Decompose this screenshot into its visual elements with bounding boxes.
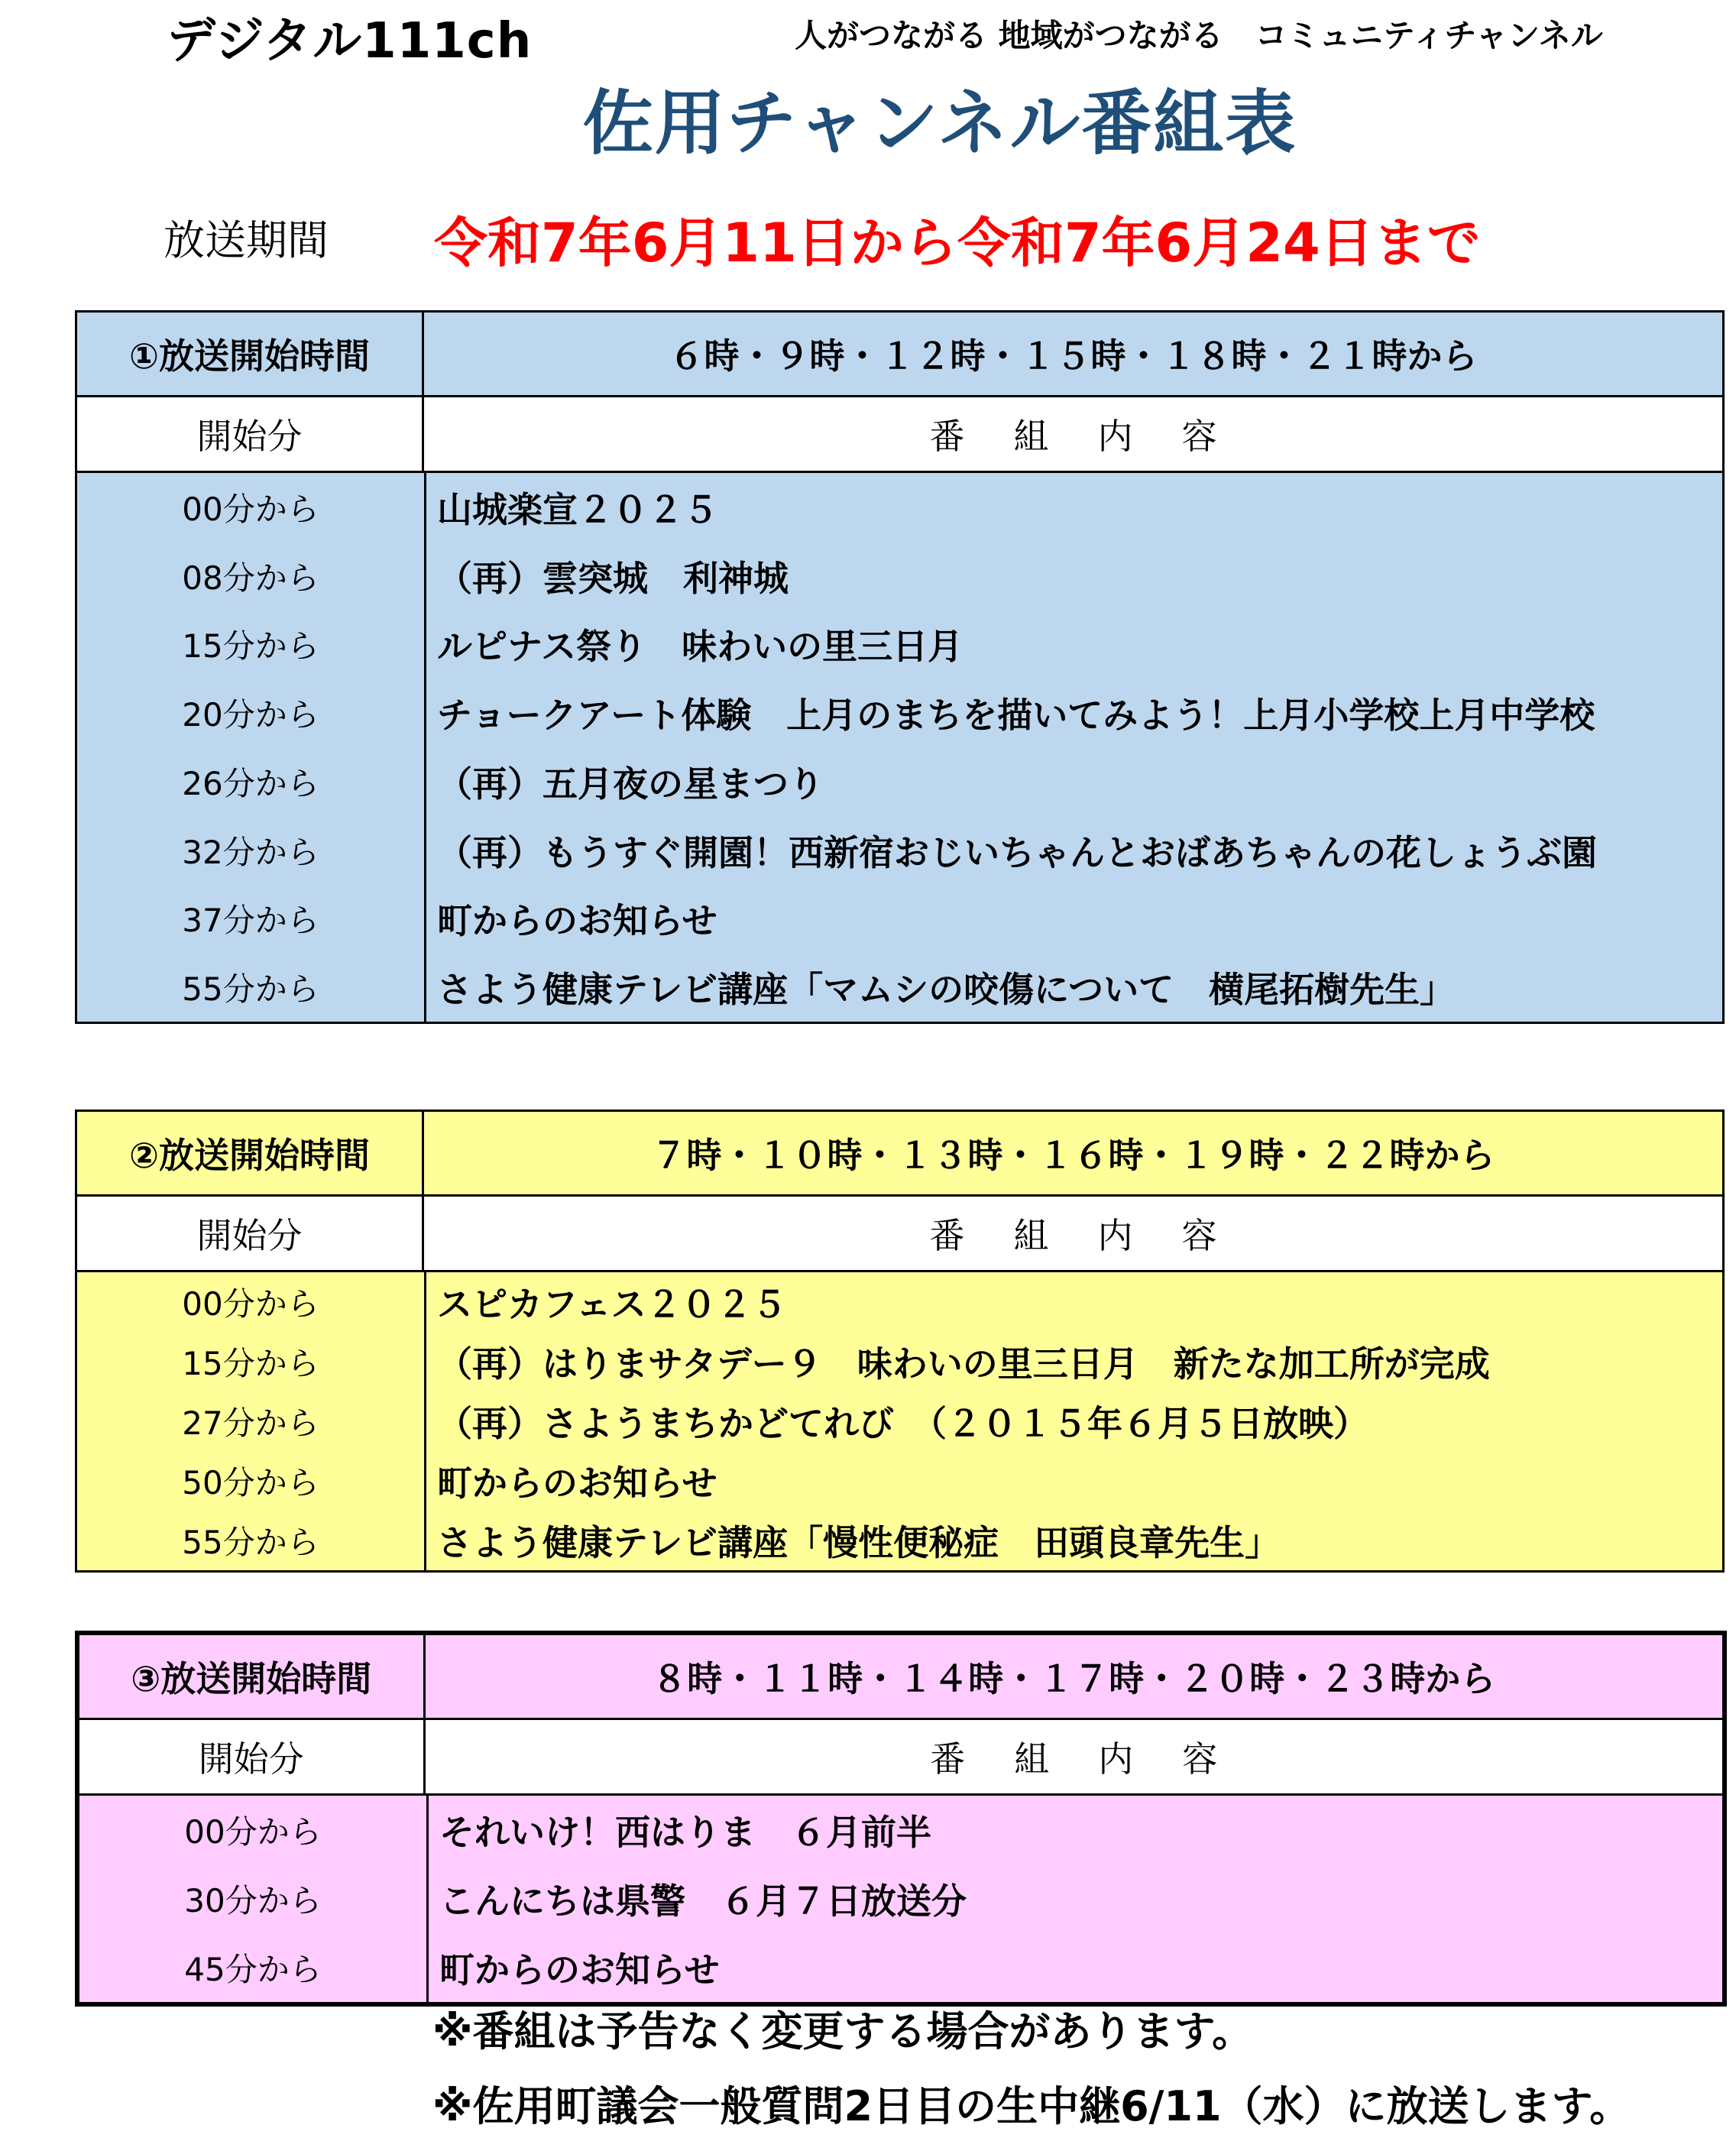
start-minute: 00分から (184, 1813, 322, 1851)
col-minute-header: 開始分 (76, 397, 423, 472)
program-title: チョークアート体験 上月のまちを描いてみよう！上月小学校上月中学校 (424, 679, 1722, 747)
start-minute: 20分から (182, 696, 319, 734)
program-row (77, 1272, 1722, 1332)
start-minute: 55分から (182, 1524, 319, 1561)
start-minute: 32分から (182, 833, 319, 871)
start-minute: 30分から (184, 1882, 322, 1919)
block-times: ７時・１０時・１３時・１６時・１９時・２２時から (423, 1111, 1724, 1196)
block-times: ６時・９時・１２時・１５時・１８時・２１時から (423, 312, 1724, 397)
program-title: （再）五月夜の星まつり (424, 747, 1722, 816)
col-minute-header: 開始分 (76, 1196, 423, 1271)
tagline: 人がつながる 地域がつながる コミュニティチャンネル (795, 17, 1603, 54)
program-row (77, 1391, 1722, 1451)
start-minute: 45分から (184, 1951, 322, 1988)
period-label: 放送期間 (164, 216, 329, 264)
program-row (77, 747, 1722, 816)
program-title: それいけ！西はりま ６月前半 (426, 1796, 1722, 1864)
start-minute: 15分から (182, 627, 319, 666)
schedule-block-2 (75, 1109, 1725, 1573)
start-minute: 00分から (182, 490, 319, 528)
program-row (77, 1451, 1722, 1511)
program-row (77, 611, 1722, 679)
schedule-block-1 (75, 310, 1725, 1024)
program-title: さよう健康テレビ講座「マムシの咬傷について 横尾拓樹先生」 (424, 953, 1722, 1022)
program-title: スピカフェス２０２５ (424, 1272, 1722, 1332)
program-title: 山城楽宣２０２５ (424, 473, 1722, 542)
program-row (77, 679, 1722, 747)
program-list (76, 472, 1724, 1023)
start-minute: 27分から (182, 1404, 319, 1442)
start-minute: 55分から (182, 970, 319, 1009)
note-live-broadcast: ※佐用町議会一般質問2日目の生中継6/11（水）に放送します。 (432, 2082, 1631, 2130)
program-title: （再）さようまちかどてれび （２０１５年６月５日放映） (424, 1391, 1722, 1451)
program-title: （再）はりまサタデー９ 味わいの里三日月 新たな加工所が完成 (424, 1332, 1722, 1391)
program-row (77, 885, 1722, 954)
col-minute-header: 開始分 (77, 1719, 424, 1795)
channel-name: デジタル111ch (167, 13, 533, 70)
program-row (79, 1796, 1722, 1864)
program-row (77, 1332, 1722, 1391)
program-row (77, 816, 1722, 885)
program-row (77, 542, 1722, 611)
start-minute: 37分から (182, 902, 319, 940)
broadcast-period: 令和7年6月11日から令和7年6月24日まで (434, 212, 1481, 274)
program-list (77, 1795, 1725, 2005)
program-title: 町からのお知らせ (426, 1933, 1722, 2002)
program-row (77, 1511, 1722, 1570)
program-row (79, 1864, 1722, 1933)
note-schedule-change: ※番組は予告なく変更する場合があります。 (432, 2007, 1254, 2055)
program-title: （再）雲突城 利神城 (424, 542, 1722, 611)
program-title: 町からのお知らせ (424, 1451, 1722, 1511)
start-minute: 26分から (182, 764, 319, 802)
program-row (77, 473, 1722, 542)
block-label: ③放送開始時間 (77, 1633, 424, 1719)
program-row (77, 953, 1722, 1022)
program-list (76, 1271, 1724, 1572)
col-content-header: 番組内容 (423, 1196, 1724, 1271)
block-times: ８時・１１時・１４時・１７時・２０時・２３時から (424, 1633, 1725, 1719)
program-title: 町からのお知らせ (424, 885, 1722, 954)
start-minute: 15分から (182, 1345, 319, 1382)
block-label: ②放送開始時間 (76, 1111, 423, 1196)
start-minute: 08分から (182, 559, 319, 597)
program-title: こんにちは県警 ６月７日放送分 (426, 1864, 1722, 1933)
program-title: ルピナス祭り 味わいの里三日月 (424, 611, 1722, 679)
program-title: さよう健康テレビ講座「慢性便秘症 田頭良章先生」 (424, 1511, 1722, 1570)
col-content-header: 番組内容 (423, 397, 1724, 472)
start-minute: 00分から (182, 1285, 319, 1323)
schedule-block-3 (75, 1631, 1727, 2007)
page-title: 佐用チャンネル番組表 (582, 83, 1297, 164)
program-row (79, 1933, 1722, 2002)
block-label: ①放送開始時間 (76, 312, 423, 397)
program-title: （再）もうすぐ開園！西新宿おじいちゃんとおばあちゃんの花しょうぶ園 (424, 816, 1722, 885)
start-minute: 50分から (182, 1464, 319, 1501)
col-content-header: 番組内容 (424, 1719, 1725, 1795)
